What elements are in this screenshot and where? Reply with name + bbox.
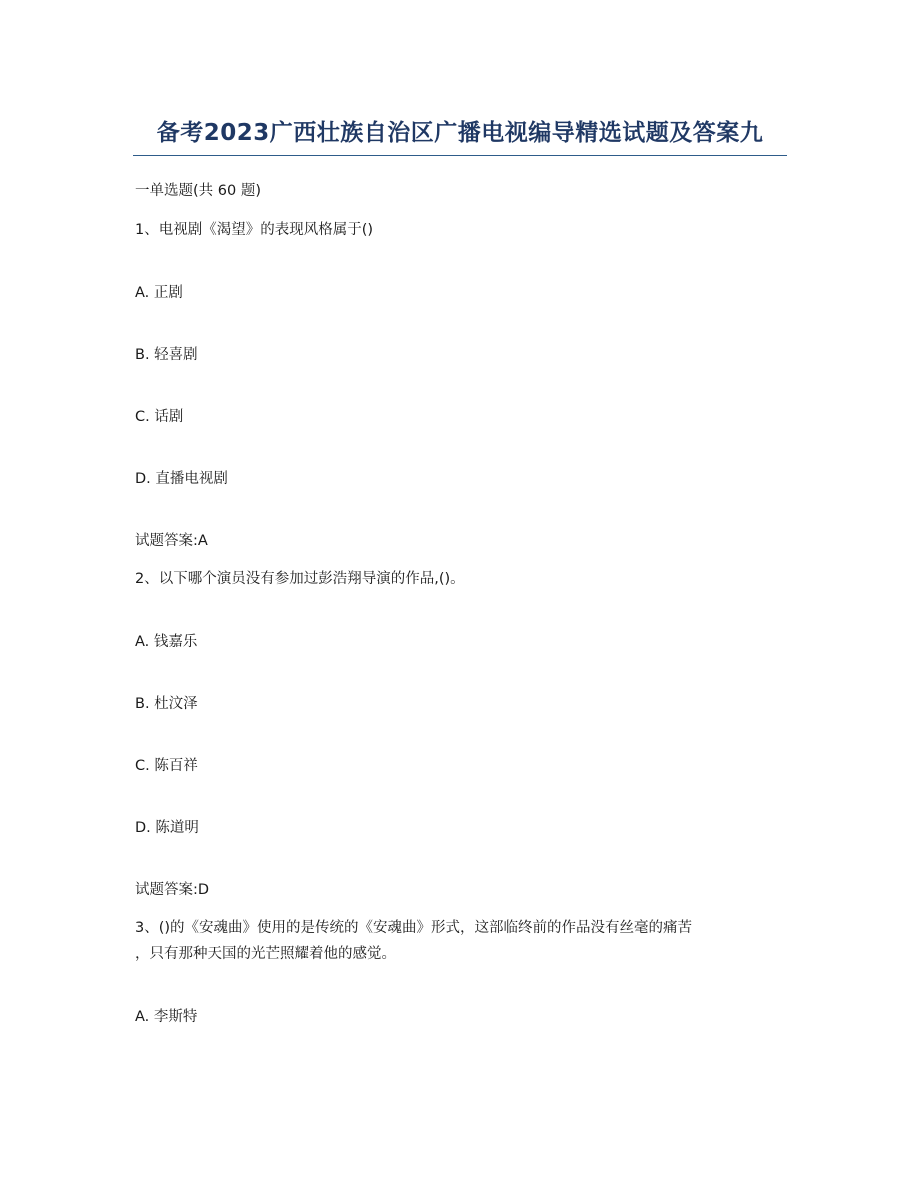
title-underline <box>133 155 787 156</box>
question-1-option-d: D. 直播电视剧 <box>135 471 228 487</box>
question-1-answer: 试题答案:A <box>135 533 208 549</box>
question-1-option-c: C. 话剧 <box>135 409 184 425</box>
question-2-option-d: D. 陈道明 <box>135 820 199 836</box>
question-1-option-a: A. 正剧 <box>135 285 183 301</box>
question-2-stem: 2、以下哪个演员没有参加过彭浩翔导演的作品,()。 <box>135 571 465 587</box>
question-3-stem-continued: ，只有那种天国的光芒照耀着他的感觉。 <box>135 946 396 962</box>
question-3-stem: 3、()的《安魂曲》使用的是传统的《安魂曲》形式，这部临终前的作品没有丝毫的痛苦 <box>135 920 693 936</box>
question-1-stem: 1、电视剧《渴望》的表现风格属于() <box>135 222 374 238</box>
question-2-option-a: A. 钱嘉乐 <box>135 634 198 650</box>
document-title: 备考2023广西壮族自治区广播电视编导精选试题及答案九 <box>156 120 764 146</box>
section-header: 一单选题(共 60 题) <box>135 183 261 199</box>
question-3-option-a: A. 李斯特 <box>135 1009 198 1025</box>
question-2-option-c: C. 陈百祥 <box>135 758 198 774</box>
question-2-option-b: B. 杜汶泽 <box>135 696 198 712</box>
question-2-answer: 试题答案:D <box>135 882 210 898</box>
question-1-option-b: B. 轻喜剧 <box>135 347 198 363</box>
